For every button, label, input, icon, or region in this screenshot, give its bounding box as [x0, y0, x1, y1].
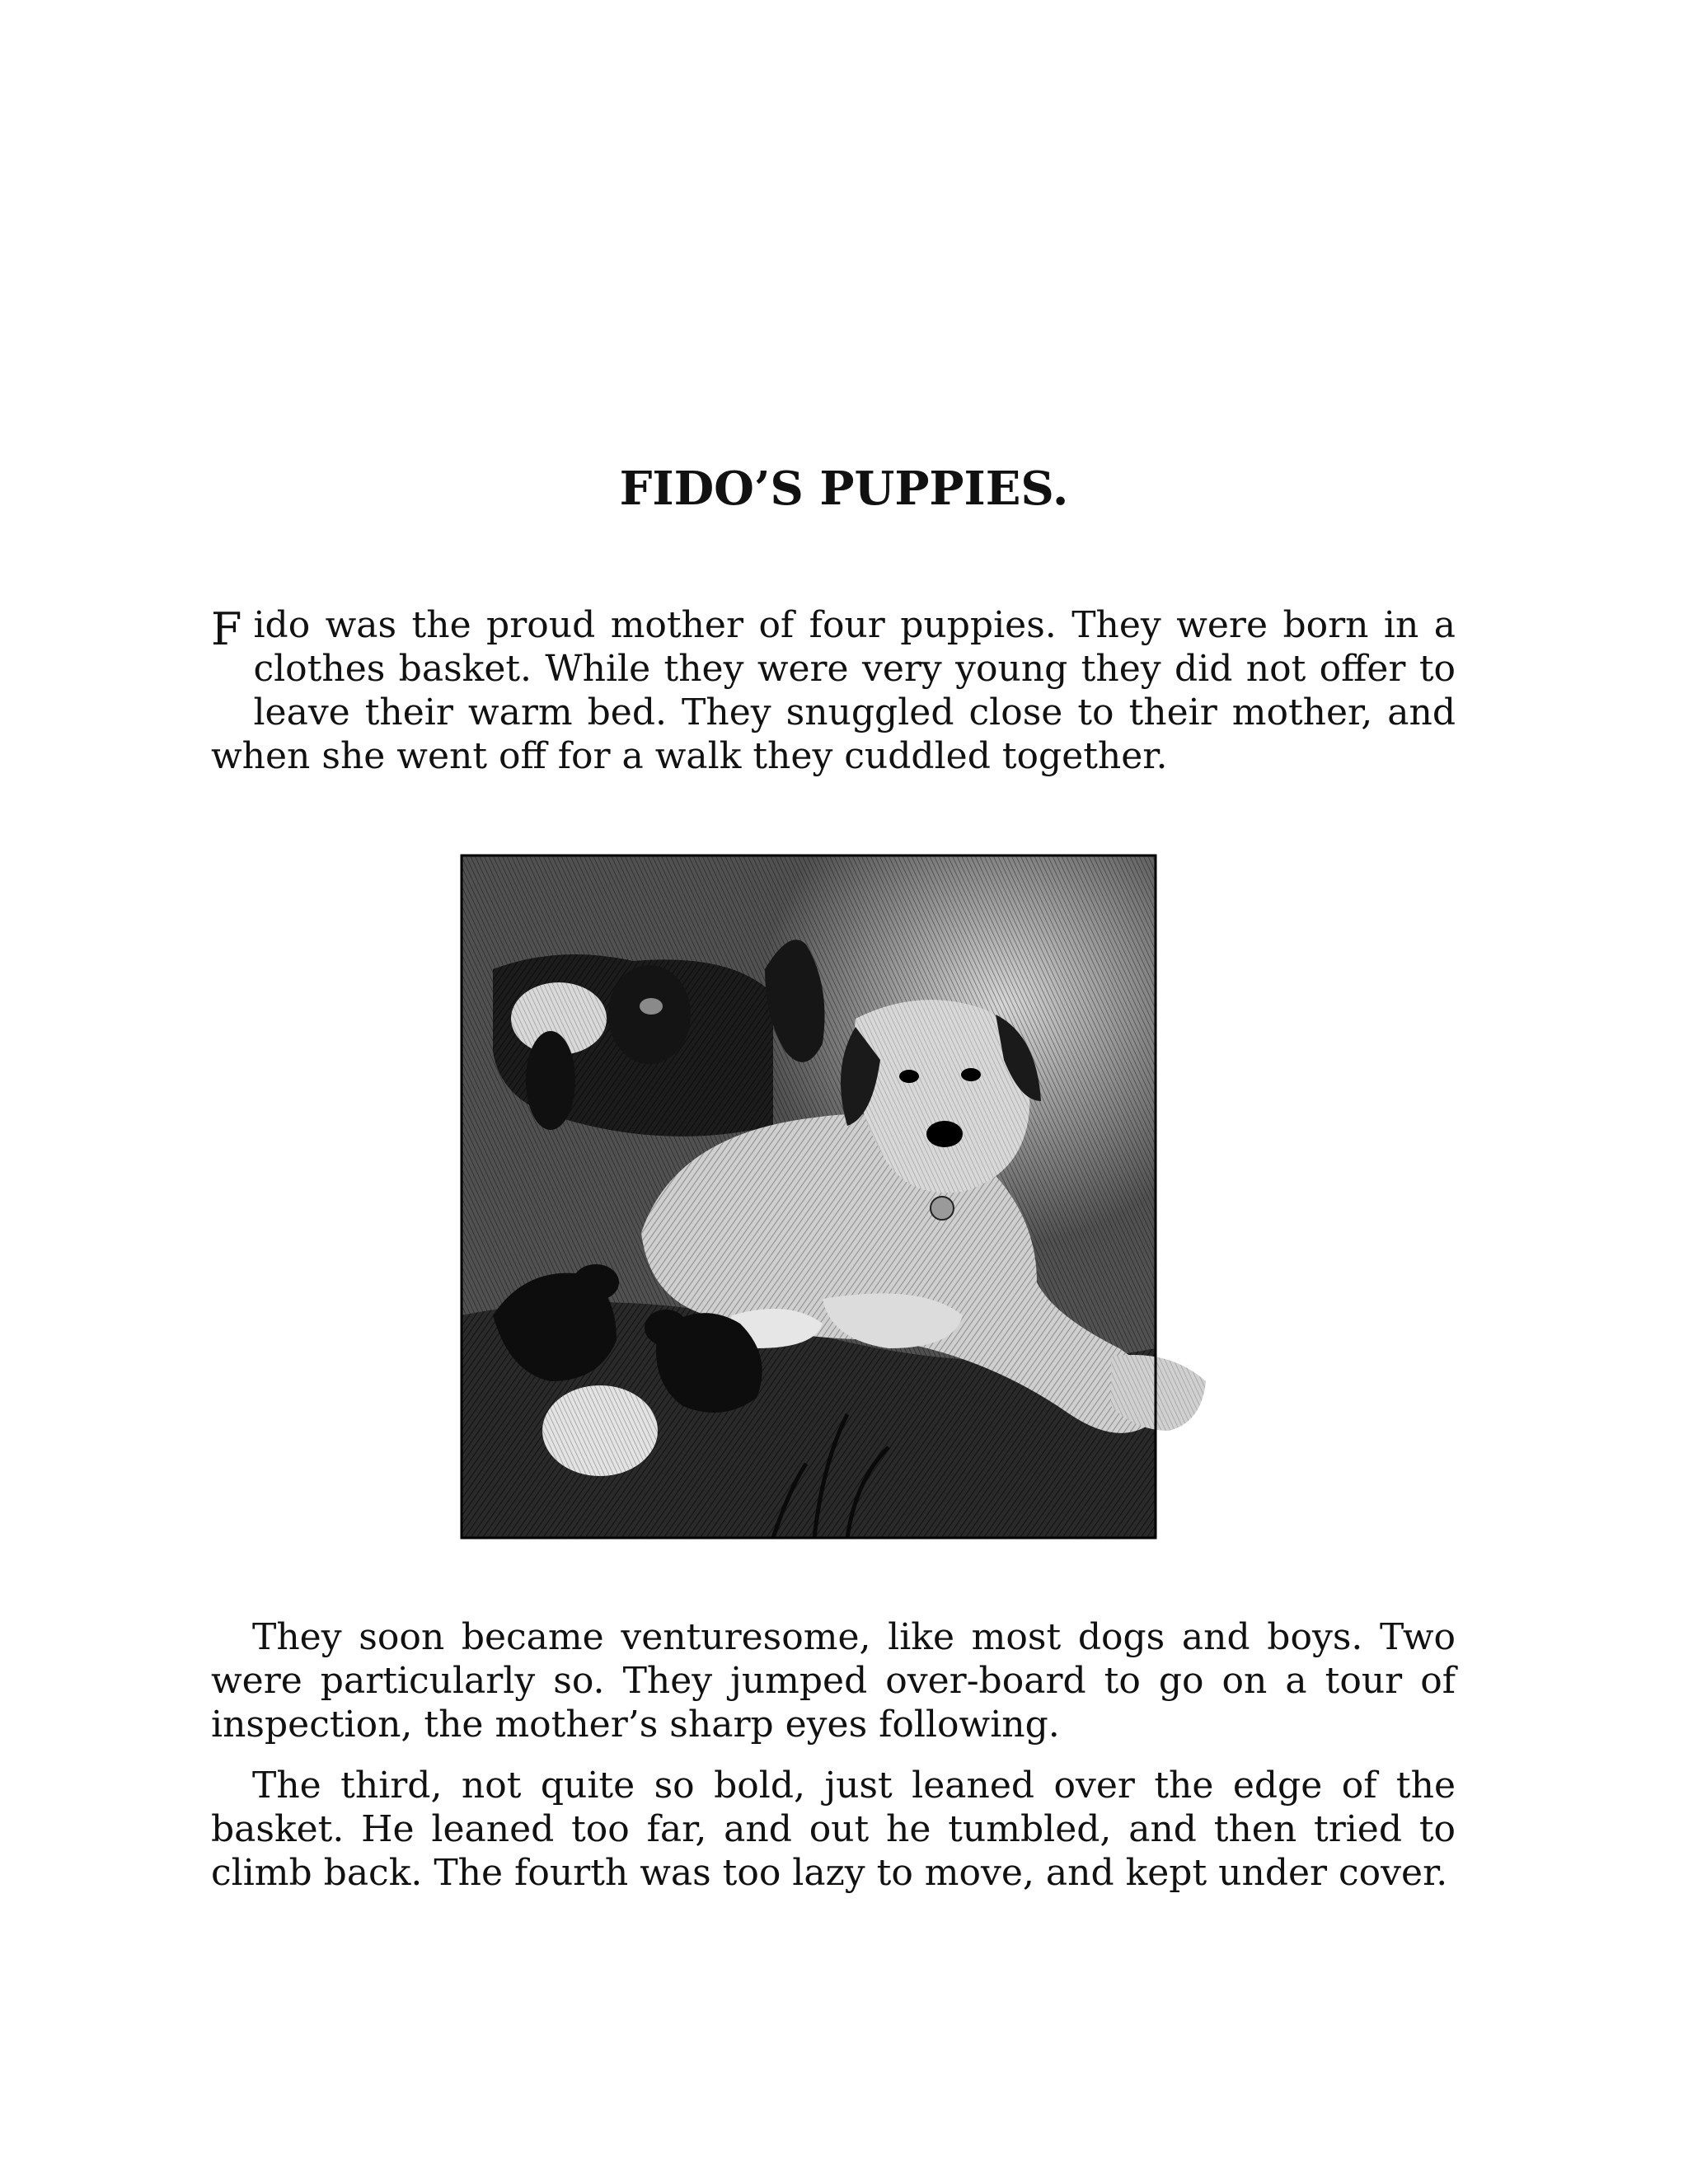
dog-illustration [460, 854, 1207, 1541]
paragraph-1 [211, 603, 1456, 778]
paragraph-3: The third, not quite so bold, just leaned over the edge of the basket. He leaned too far, and out he tumbled, and then tried to climb back. The fourth was too lazy to move, and kept under cover. [211, 1765, 1456, 1894]
drop-cap: F [211, 603, 242, 655]
page-title: FIDO’S PUPPIES. [619, 462, 1069, 516]
paragraph-1-text: ido was the proud mother of four puppies. They were born in a clothes basket. While they were very young they did not offer to leave their warm bed. They snuggled close to their mother, and when she went off for a walk they cuddled together. [211, 604, 1456, 777]
paragraph-2: They soon became venturesome, like most dogs and boys. Two were particularly so. They jumped over-board to go on a tour of inspection, the mother’s sharp eyes following. [211, 1616, 1456, 1746]
